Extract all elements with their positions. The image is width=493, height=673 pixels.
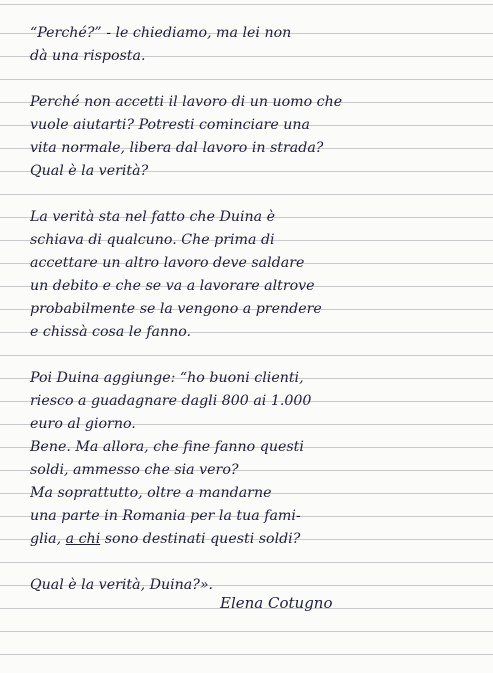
- text-line: riesco a guadagnare dagli 800 ai 1.000: [30, 393, 312, 409]
- blank-line: [30, 551, 480, 574]
- text-line: dà una risposta.: [30, 48, 146, 64]
- text-line: una parte in Romania per la tua fami-: [30, 508, 301, 524]
- handwritten-text: [30, 22, 480, 597]
- text-line: [30, 528, 480, 551]
- text-line: accettare un altro lavoro deve saldare: [30, 255, 305, 271]
- text-line: Qual è la verità, Duina?».: [30, 577, 214, 593]
- text-line: Ma soprattutto, oltre a mandarne: [30, 485, 272, 501]
- text-segment: sono destinati questi soldi?: [100, 531, 301, 547]
- blank-line: [30, 68, 480, 91]
- signature: Elena Cotugno: [220, 594, 333, 612]
- text-line: schiava di qualcuno. Che prima di: [30, 232, 275, 248]
- text-line: soldi, ammesso che sia vero?: [30, 462, 239, 478]
- text-line: “Perché?” - le chiediamo, ma lei non: [30, 25, 292, 41]
- text-line: Poi Duina aggiunge: “ho buoni clienti,: [30, 370, 304, 386]
- underlined-text: a chi: [65, 531, 101, 547]
- text-line: euro al giorno.: [30, 416, 136, 432]
- text-segment: glia,: [30, 531, 66, 547]
- blank-line: [30, 183, 480, 206]
- text-line: vuole aiutarti? Potresti cominciare una: [30, 117, 310, 133]
- text-line: probabilmente se la vengono a prendere: [30, 301, 322, 317]
- text-line: Bene. Ma allora, che fine fanno questi: [30, 439, 304, 455]
- text-line: La verità sta nel fatto che Duina è: [30, 209, 276, 225]
- blank-line: [30, 344, 480, 367]
- text-line: Qual è la verità?: [30, 163, 149, 179]
- text-line: un debito e che se va a lavorare altrove: [30, 278, 315, 294]
- text-line: Perché non accetti il lavoro di un uomo che: [30, 94, 343, 110]
- text-line: vita normale, libera dal lavoro in strada?: [30, 140, 324, 156]
- text-line: e chissà cosa le fanno.: [30, 324, 192, 340]
